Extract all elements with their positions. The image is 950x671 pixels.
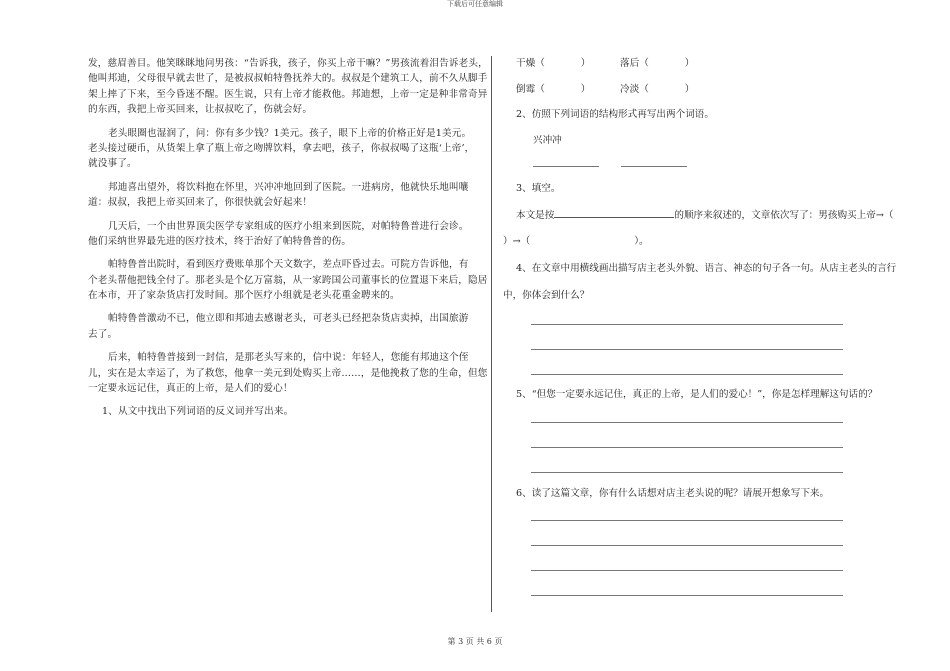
story-paragraph <box>88 56 490 118</box>
story-line: 邦迪喜出望外，将饮料抱在怀里，兴冲冲地回到了医院。一进病房，他就快乐地叫嚷 <box>108 181 469 193</box>
answer-line[interactable] <box>531 324 843 325</box>
question-6: 6、读了这篇文章，你有什么话想对店主老头说的呢？请展开想象写下来。 <box>516 488 830 499</box>
story-line: 就没事了。 <box>88 158 137 170</box>
answer-line[interactable] <box>533 166 599 167</box>
answer-line[interactable] <box>531 545 843 546</box>
story-paragraph <box>88 180 490 211</box>
story-paragraph <box>88 311 490 342</box>
antonym-item <box>516 56 590 71</box>
story-line: 架上摔了下来，至今昏迷不醒。医生说，只有上帝才能救他。邦迪想，上帝一定是种非常奇异 <box>88 88 488 100</box>
answer-line[interactable] <box>531 595 843 596</box>
story-line: 个老头帮他把钱全付了。那老头是个亿万富翁，从一家跨国公司董事长的位置退下来后，隐居 <box>88 274 488 286</box>
story-line: 去了。 <box>88 328 118 340</box>
antonym-word: 落后 <box>620 58 640 69</box>
story-paragraph <box>88 126 490 172</box>
answer-line[interactable] <box>531 447 843 448</box>
q3-sentence-line2 <box>503 234 649 249</box>
question-4-line2: 中，你体会到什么？ <box>503 290 590 301</box>
question-3: 3、填空。 <box>516 183 561 194</box>
question-5: 5、“但您一定要永远记住，真正的上帝，是人们的爱心！”，你是怎样理解这句话的？ <box>516 389 878 400</box>
q3-sentence-line1 <box>516 207 893 223</box>
question-2: 2、仿照下列词语的结构形式再写出两个词语。 <box>516 109 714 120</box>
answer-line[interactable] <box>621 166 687 167</box>
answer-line[interactable] <box>531 472 843 473</box>
story-paragraph <box>88 219 490 250</box>
story-line: 一定要永远记住，真正的上帝，是人们的爱心！ <box>88 383 293 395</box>
answer-line[interactable] <box>531 520 843 521</box>
q3-text: 本文是按 <box>516 210 555 221</box>
answer-line[interactable] <box>531 422 843 423</box>
paren-open: （ <box>639 84 649 95</box>
story-paragraph <box>88 350 490 396</box>
paren-close: ） <box>580 84 591 95</box>
question-1: 1、从文中找出下列词语的反义词并写出来。 <box>102 406 294 418</box>
paren-open: （ <box>639 58 649 69</box>
header-note: 下载后可任意编辑 <box>447 0 503 8</box>
answer-line[interactable] <box>531 570 843 571</box>
q3-text: ）。 <box>634 236 649 247</box>
antonym-word: 冷淡 <box>620 84 640 95</box>
answer-line[interactable] <box>531 349 843 350</box>
story-column <box>88 56 490 420</box>
story-paragraph <box>88 257 490 303</box>
story-line: 道：叔叔，我把上帝买回来了，你很快就会好起来！ <box>88 197 313 209</box>
paren-open: （ <box>535 84 545 95</box>
answer-line[interactable] <box>531 374 843 375</box>
story-line: 几天后，一个由世界顶尖医学专家组成的医疗小组来到医院，对帕特鲁普进行会诊。 <box>108 220 469 232</box>
antonym-item <box>516 82 590 97</box>
page-footer: 第 3 页 共 6 页 <box>447 637 503 646</box>
story-line: 老头接过硬币，从货架上拿了瓶上帝之吻牌饮料，拿去吧，孩子，你叔叔喝了这瓶‘上帝’， <box>88 142 475 154</box>
q2-example-word: 兴冲冲 <box>533 135 562 146</box>
story-line: 发，慈眉善目。他笑眯眯地问男孩：“告诉我，孩子，你买上帝干嘛？”男孩流着泪告诉老头， <box>88 58 488 69</box>
paren-close: ） <box>684 58 695 69</box>
paren-close: ） <box>684 84 695 95</box>
q3-text: ）→（ <box>503 236 531 247</box>
story-line: 的东西，我把上帝买回来，让叔叔吃了，伤就会好。 <box>88 104 313 116</box>
story-line: 帕特鲁普激动不已，他立即和邦迪去感谢老头，可老头已经把杂货店卖掉，出国旅游 <box>108 313 469 325</box>
q3-text: 的顺序来叙述的，文章依次写了：男孩购买上帝→（ <box>674 210 894 221</box>
column-divider <box>491 56 492 612</box>
antonym-word: 干燥 <box>516 58 536 69</box>
antonym-word: 倒霉 <box>516 84 536 95</box>
antonym-item <box>620 56 694 71</box>
story-line: 后来，帕特鲁普接到一封信，是那老头写来的，信中说：年轻人，您能有邦迪这个侄 <box>108 352 469 364</box>
story-line: 老头眼圈也湿润了，问：你有多少钱？1美元。孩子，眼下上帝的价格正好是1美元。 <box>108 127 472 139</box>
story-line: 儿，实在是太幸运了，为了救您，他拿一美元到处购买上帝……，是他挽救了您的生命，但您 <box>88 367 488 379</box>
fill-blank[interactable] <box>554 207 674 218</box>
paren-open: （ <box>535 58 545 69</box>
story-line: 在本市，开了家杂货店打发时间。那个医疗小组就是老头花重金聘来的。 <box>88 290 400 302</box>
story-line: 他们采纳世界最先进的医疗技术，终于治好了帕特鲁普的伤。 <box>88 235 352 247</box>
story-line: 帕特鲁普出院时，看到医疗费账单那个天文数字，差点吓昏过去。可院方告诉他，有 <box>108 259 469 271</box>
antonym-item <box>620 82 694 97</box>
story-line: 他叫邦迪，父母很早就去世了，是被叔叔帕特鲁抚养大的。叔叔是个建筑工人，前不久从脚手 <box>88 73 488 85</box>
question-4-line1: 4、在文章中用横线画出描写店主老头外貌、语言、神态的句子各一句。从店主老头的言行 <box>516 263 897 274</box>
paren-close: ） <box>580 58 591 69</box>
